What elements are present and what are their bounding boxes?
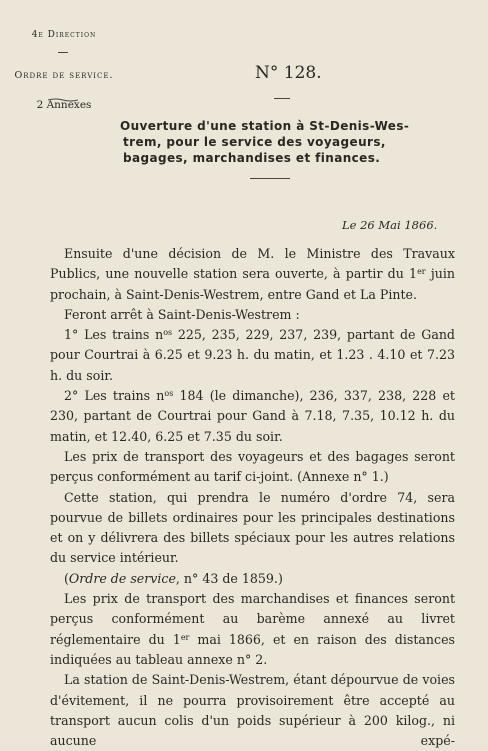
paragraph-tickets: Cette station, qui prendra le numéro d'ordre 74, sera pourvue de billets ordinaires pour les principales destinations et on y délivrera des billets spéciaux pour les autres relations du service intérieur. [50,489,455,566]
paragraph-decision [50,244,455,305]
number-rule [274,98,290,99]
text-run: 1° Les trains n [64,327,164,343]
text-run: juin prochain, à Saint-Denis-Westrem, entre Gand et La Pinte. [50,266,455,302]
text-run: Ensuite d'une décision de M. le Ministre des Travaux Publics, une nouvelle station sera ouverte, à partir du 1 [50,246,455,282]
date-line [342,218,437,232]
title-line: bagages, marchandises et finances. [123,151,381,165]
date-prefix: Le [342,218,357,232]
paragraph-reference [50,569,455,589]
text-run: 184 (le dimanche), 236, 337, 238, 228 et 230, partant de Courtrai pour Gand à 7.18, 7.35, 10.12 h. du matin, et 12.40, 6.25 et 7.35 du soir. [50,388,455,444]
body-text [50,244,455,751]
paragraph-goods-prices [50,589,455,670]
direction-label: 4e Direction [31,30,97,40]
paragraph-trains-courtrai [50,386,455,447]
superscript: os [163,328,173,338]
header-wave-rule [48,87,78,91]
text-run: mai 1866, et en raison des distances indiquées au tableau annexe n° 2. [50,631,455,667]
service-label: Ordre de service. [14,70,114,81]
paragraph-sidings: La station de Saint-Denis-Westrem, étant dépourvue de voies d'évitement, il ne pourra provisoirement être accepté au transport aucun colis d'un poids supérieur à 200 kilog., ni aucune expé- [50,672,455,749]
order-number: N° 128. [255,63,322,83]
superscript: er [417,267,426,277]
annexes-label: 2 Annexes [36,99,92,111]
title-line: Ouverture d'une station à St-Denis-Wes- [120,119,410,133]
paragraph-trains-gand [50,325,455,386]
title-line: trem, pour le service des voyageurs, [123,135,386,149]
text-run: 2° Les trains n [64,388,165,404]
title-rule [250,178,290,179]
italic-run: Ordre de service [68,570,176,586]
superscript: er [180,632,190,642]
superscript: os [164,389,174,399]
text-run: Les prix de transport des marchandises et finances seront perçus conformément au barème annexé au livret réglementaire du 1 [50,591,455,647]
text-run: 225, 235, 229, 237, 239, partant de Gand pour Courtrai à 6.25 et 9.23 h. du matin, et 1.23 . 4.10 et 7.23 h. du soir. [50,327,455,383]
order-title [120,118,460,166]
date-value: 26 Mai 1866. [360,218,438,232]
header-rule-1 [58,52,68,53]
paragraph-stops: Feront arrêt à Saint-Denis-Westrem : [64,306,300,322]
text-run: ( [64,570,69,586]
paragraph-passenger-prices: Les prix de transport des voyageurs et des bagages seront perçus conformément au tarif ci-joint. (Annexe n° 1.) [50,448,455,485]
text-run: , n° 43 de 1859.) [175,570,283,586]
